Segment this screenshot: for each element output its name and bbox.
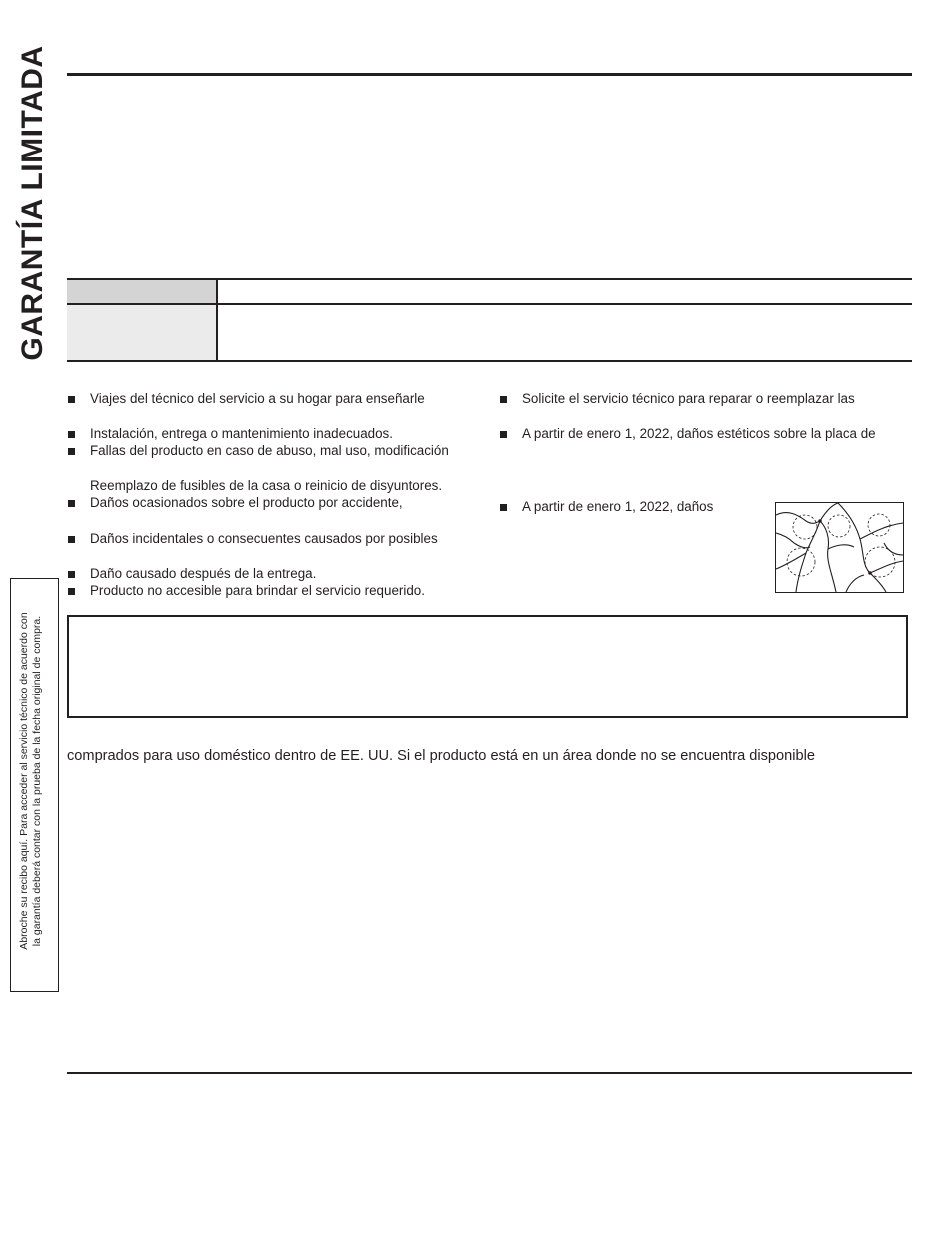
bullet-square-icon — [500, 504, 507, 511]
exclusion-item: Viajes del técnico del servicio a su hogar para enseñarle — [68, 391, 488, 407]
bottom-rule — [67, 1072, 912, 1074]
exclusion-item: Daño causado después de la entrega. — [68, 566, 488, 582]
notice-box — [67, 615, 908, 718]
table-column-divider — [216, 280, 218, 360]
exclusion-item: Instalación, entrega o mantenimiento inadecuados. — [68, 426, 488, 442]
bullet-square-icon — [500, 431, 507, 438]
exclusion-item: Solicite el servicio técnico para reparar o reemplazar las — [500, 391, 910, 407]
table-header-cell-period — [67, 280, 216, 303]
receipt-note-line1: Abroche su recibo aquí. Para acceder al servicio técnico de acuerdo con — [18, 612, 30, 950]
coverage-table — [67, 278, 912, 362]
bullet-square-icon — [68, 448, 75, 455]
side-title: GARANTÍA LIMITADA — [16, 45, 49, 361]
bullet-square-icon — [68, 396, 75, 403]
top-rule — [67, 73, 912, 76]
receipt-note-line2: la garantía deberá contar con la prueba de la fecha original de compra. — [31, 615, 43, 947]
body-text: comprados para uso doméstico dentro de EE. UU. Si el producto está en un área donde no se encuentra disponible — [67, 748, 815, 764]
exclusion-item: Fallas del producto en caso de abuso, mal uso, modificación — [68, 443, 488, 459]
table-bottom-rule — [67, 360, 912, 362]
bullet-square-icon — [68, 536, 75, 543]
bullet-square-icon — [68, 571, 75, 578]
exclusion-item: Daños ocasionados sobre el producto por accidente, — [68, 495, 488, 511]
bullet-square-icon — [68, 500, 75, 507]
exclusion-item: Producto no accesible para brindar el servicio requerido. — [68, 583, 488, 599]
exclusion-item: Daños incidentales o consecuentes causados por posibles — [68, 531, 488, 547]
exclusion-item: Reemplazo de fusibles de la casa o reinicio de disyuntores. — [90, 478, 443, 493]
cracked-glass-icon — [776, 503, 903, 592]
bullet-square-icon — [68, 431, 75, 438]
receipt-note — [18, 574, 52, 988]
exclusion-item: A partir de enero 1, 2022, daños — [500, 499, 770, 515]
bullet-square-icon — [500, 396, 507, 403]
exclusion-item: A partir de enero 1, 2022, daños estéticos sobre la placa de — [500, 426, 910, 442]
bullet-square-icon — [68, 588, 75, 595]
table-body-cell-period — [67, 305, 216, 360]
cracked-glass-cooktop-illustration — [775, 502, 904, 593]
